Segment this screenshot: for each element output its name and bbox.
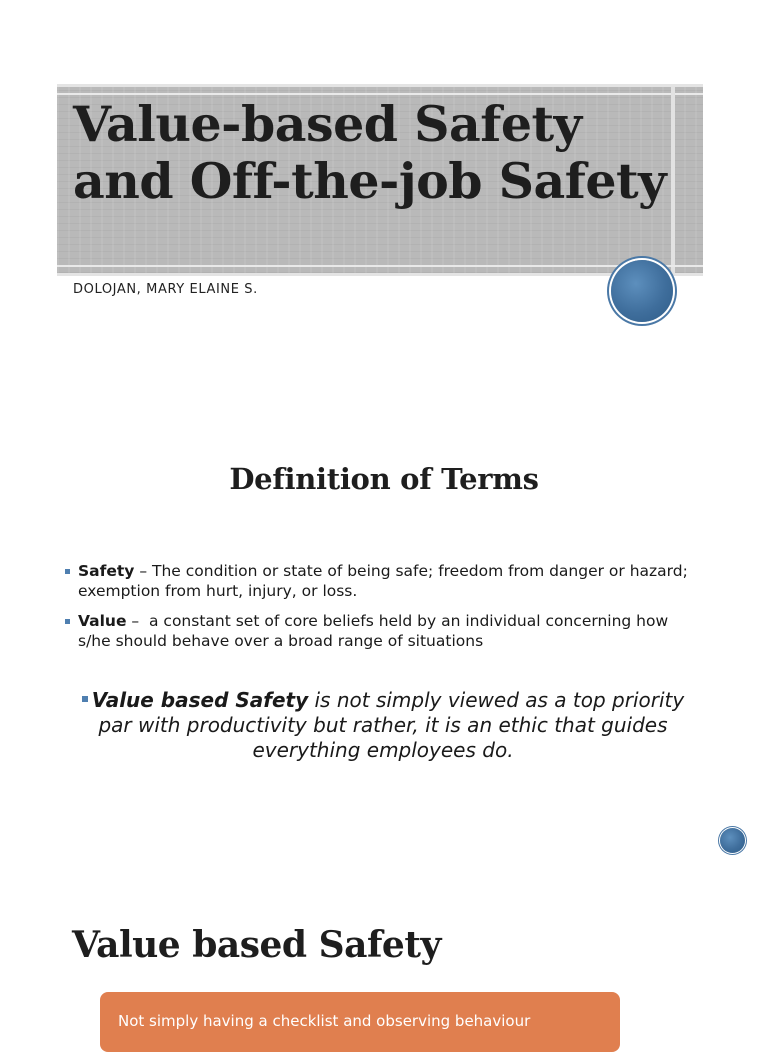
definition-list <box>62 561 702 661</box>
bullet-icon <box>65 619 70 624</box>
definition-item-value <box>62 611 702 651</box>
highlight-card-text: Not simply having a checklist and observing behaviour <box>118 1012 531 1030</box>
decorative-circle-icon <box>611 260 673 322</box>
definition-text: a constant set of core beliefs held by an individual concerning how s/he should behave over a broad range of situations <box>78 612 669 650</box>
definition-text: The condition or state of being safe; freedom from danger or hazard; exemption from hurt, injury, or loss. <box>78 562 688 600</box>
definition-separator: – <box>126 612 149 630</box>
quote-text: is not simply viewed as a top priority par with productivity but rather, it is an ethic that guides everything employees do. <box>98 688 685 762</box>
bullet-icon <box>82 696 88 702</box>
decorative-circle-icon <box>720 828 745 853</box>
definitions-heading: Definition of Terms <box>229 462 539 496</box>
value-based-safety-quote <box>70 688 696 763</box>
author-name: DOLOJAN, MARY ELAINE S. <box>73 282 258 297</box>
definition-term: Safety <box>78 562 135 580</box>
definition-separator: – <box>134 562 153 580</box>
slide-title: Value-based Safety and Off-the-job Safety <box>73 95 667 210</box>
definition-item-safety <box>62 561 702 601</box>
definition-term: Value <box>78 612 127 630</box>
bullet-icon <box>65 569 70 574</box>
highlight-card <box>100 992 620 1052</box>
quote-term: Value based Safety <box>91 688 309 712</box>
value-based-safety-heading: Value based Safety <box>72 924 441 966</box>
